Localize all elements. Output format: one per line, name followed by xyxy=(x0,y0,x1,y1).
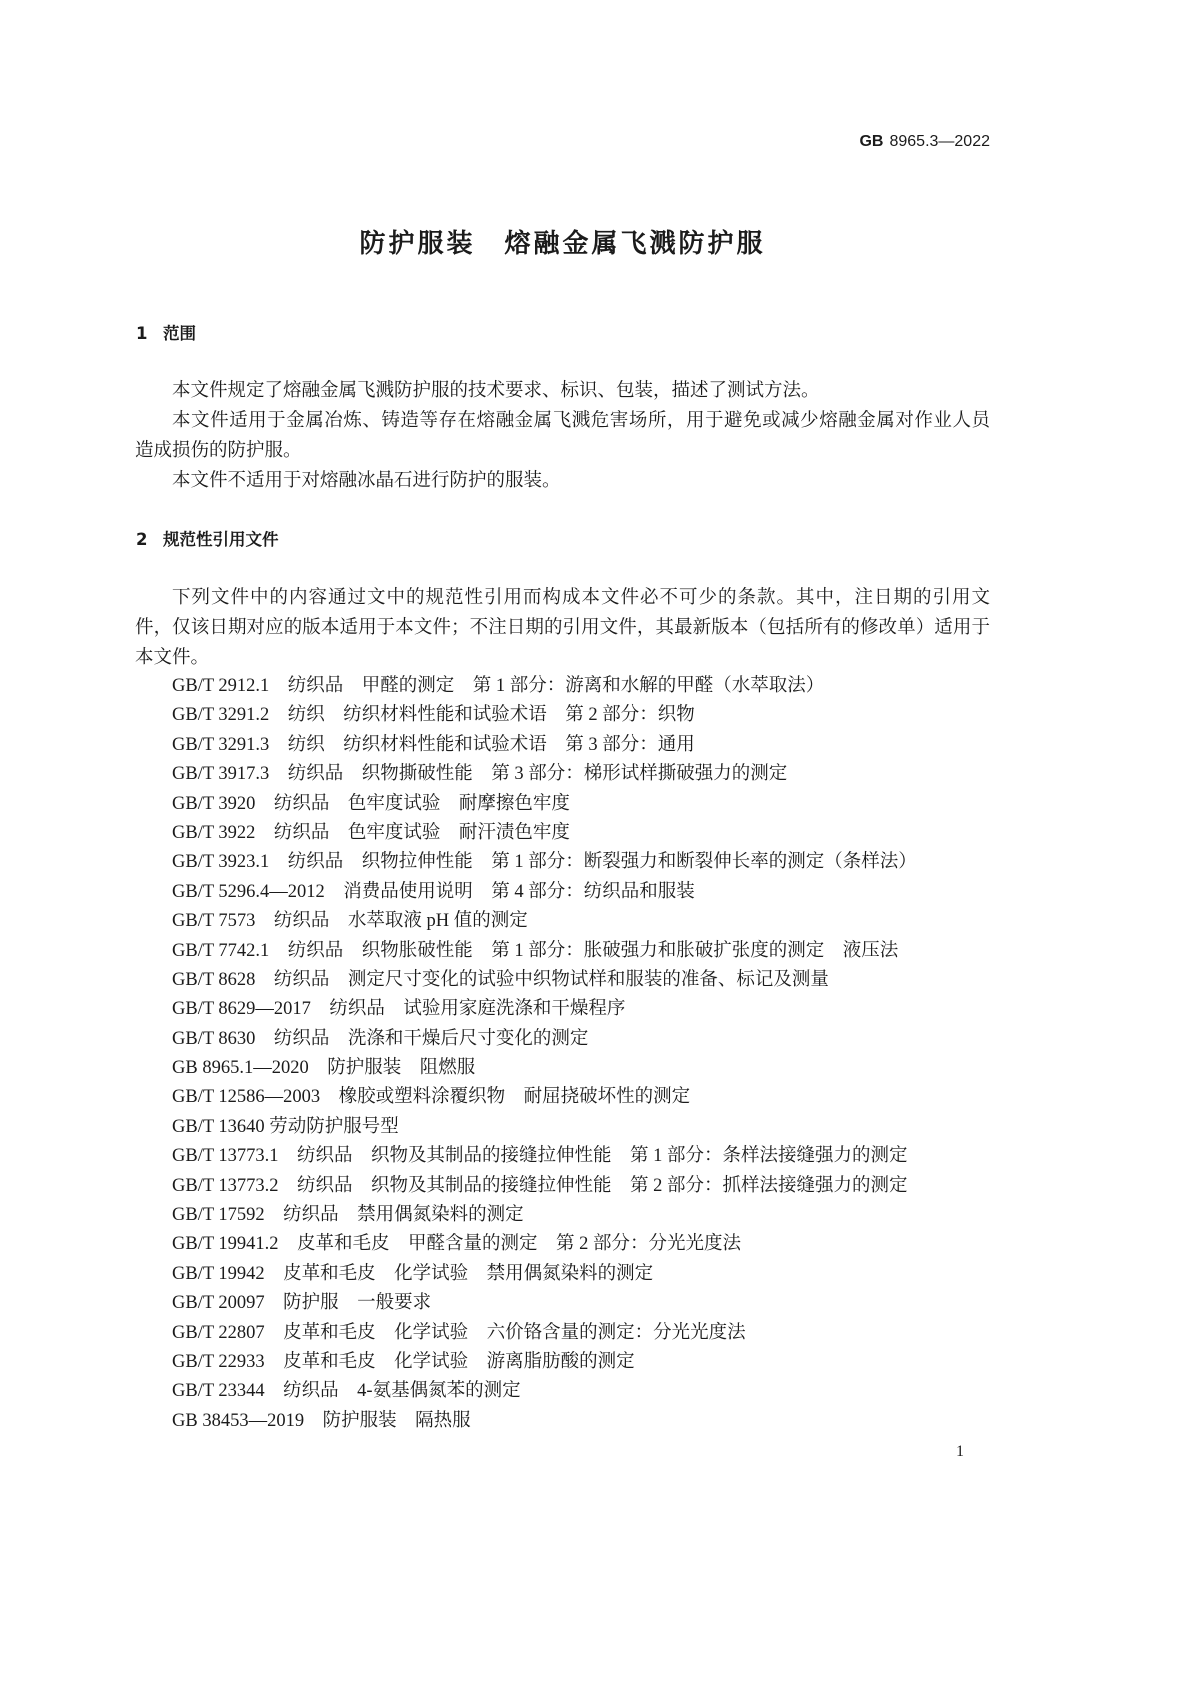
section-number: 2 xyxy=(136,530,148,549)
reference-item: GB/T 8630 纺织品 洗涤和干燥后尺寸变化的测定 xyxy=(172,1028,589,1049)
reference-item: GB/T 3920 纺织品 色牢度试验 耐摩擦色牢度 xyxy=(172,793,570,814)
reference-item: GB/T 22933 皮革和毛皮 化学试验 游离脂肪酸的测定 xyxy=(172,1351,635,1372)
section-number: 1 xyxy=(136,324,148,343)
section-title: 范围 xyxy=(163,324,196,343)
reference-item: GB/T 3291.2 纺织 纺织材料性能和试验术语 第 2 部分：织物 xyxy=(172,705,695,726)
paragraph-line: 件，仅该日期对应的版本适用于本文件；不注日期的引用文件，其最新版本（包括所有的修改单）适用于 xyxy=(135,618,990,638)
reference-item: GB/T 20097 防护服 一般要求 xyxy=(172,1293,432,1314)
standard-code-prefix: GB xyxy=(859,133,884,150)
standard-code xyxy=(859,130,990,154)
reference-item: GB/T 8628 纺织品 测定尺寸变化的试验中织物试样和服装的准备、标记及测量 xyxy=(172,969,829,990)
paragraph-line: 造成损伤的防护服。 xyxy=(135,441,302,461)
paragraph-line: 本文件适用于金属冶炼、铸造等存在熔融金属飞溅危害场所，用于避免或减少熔融金属对作业人员 xyxy=(172,411,990,431)
reference-item: GB/T 8629—2017 纺织品 试验用家庭洗涤和干燥程序 xyxy=(172,999,626,1020)
reference-item: GB/T 12586—2003 橡胶或塑料涂覆织物 耐屈挠破坏性的测定 xyxy=(172,1087,691,1108)
reference-item: GB 8965.1—2020 防护服装 阻燃服 xyxy=(172,1058,476,1079)
reference-item: GB/T 3917.3 纺织品 织物撕破性能 第 3 部分：梯形试样撕破强力的测定 xyxy=(172,764,788,785)
reference-item: GB/T 3923.1 纺织品 织物拉伸性能 第 1 部分：断裂强力和断裂伸长率的测定（条样法） xyxy=(172,852,917,873)
reference-list xyxy=(172,672,990,1436)
section-title: 规范性引用文件 xyxy=(163,530,279,549)
reference-item: GB/T 3922 纺织品 色牢度试验 耐汗渍色牢度 xyxy=(172,822,570,843)
section-heading-normative-references xyxy=(136,528,279,552)
reference-item: GB/T 19941.2 皮革和毛皮 甲醛含量的测定 第 2 部分：分光光度法 xyxy=(172,1234,742,1255)
reference-item: GB/T 7573 纺织品 水萃取液 pH 值的测定 xyxy=(172,911,528,932)
reference-item: GB/T 13773.1 纺织品 织物及其制品的接缝拉伸性能 第 1 部分：条样法接缝强力的测定 xyxy=(172,1146,908,1167)
section-heading-scope xyxy=(136,322,196,346)
page-number: 1 xyxy=(956,1443,964,1460)
scope-text xyxy=(135,376,990,496)
reference-item: GB 38453—2019 防护服装 隔热服 xyxy=(172,1410,471,1431)
document-title: 防护服装 熔融金属飞溅防护服 xyxy=(359,229,766,259)
standard-code-number: 8965.3—2022 xyxy=(889,133,990,150)
paragraph-line: 下列文件中的内容通过文中的规范性引用而构成本文件必不可少的条款。其中，注日期的引用文 xyxy=(172,588,990,608)
reference-item: GB/T 3291.3 纺织 纺织材料性能和试验术语 第 3 部分：通用 xyxy=(172,734,695,755)
reference-item: GB/T 7742.1 纺织品 织物胀破性能 第 1 部分：胀破强力和胀破扩张度的测定 液压法 xyxy=(172,940,899,961)
reference-item: GB/T 2912.1 纺织品 甲醛的测定 第 1 部分：游离和水解的甲醛（水萃取法） xyxy=(172,676,825,696)
reference-item: GB/T 22807 皮革和毛皮 化学试验 六价铬含量的测定：分光光度法 xyxy=(172,1322,746,1343)
paragraph-line: 本文件。 xyxy=(135,648,210,668)
reference-item: GB/T 13773.2 纺织品 织物及其制品的接缝拉伸性能 第 2 部分：抓样法接缝强力的测定 xyxy=(172,1175,908,1196)
reference-item: GB/T 19942 皮革和毛皮 化学试验 禁用偶氮染料的测定 xyxy=(172,1263,654,1284)
paragraph-line: 本文件规定了熔融金属飞溅防护服的技术要求、标识、包装，描述了测试方法。 xyxy=(172,381,820,401)
reference-item: GB/T 5296.4—2012 消费品使用说明 第 4 部分：纺织品和服装 xyxy=(172,881,695,902)
reference-item: GB/T 13640 劳动防护服号型 xyxy=(172,1116,399,1137)
reference-item: GB/T 23344 纺织品 4-氨基偶氮苯的测定 xyxy=(172,1381,521,1402)
reference-item: GB/T 17592 纺织品 禁用偶氮染料的测定 xyxy=(172,1205,524,1226)
normative-references-intro xyxy=(135,583,990,673)
paragraph-line: 本文件不适用于对熔融冰晶石进行防护的服装。 xyxy=(172,471,561,491)
